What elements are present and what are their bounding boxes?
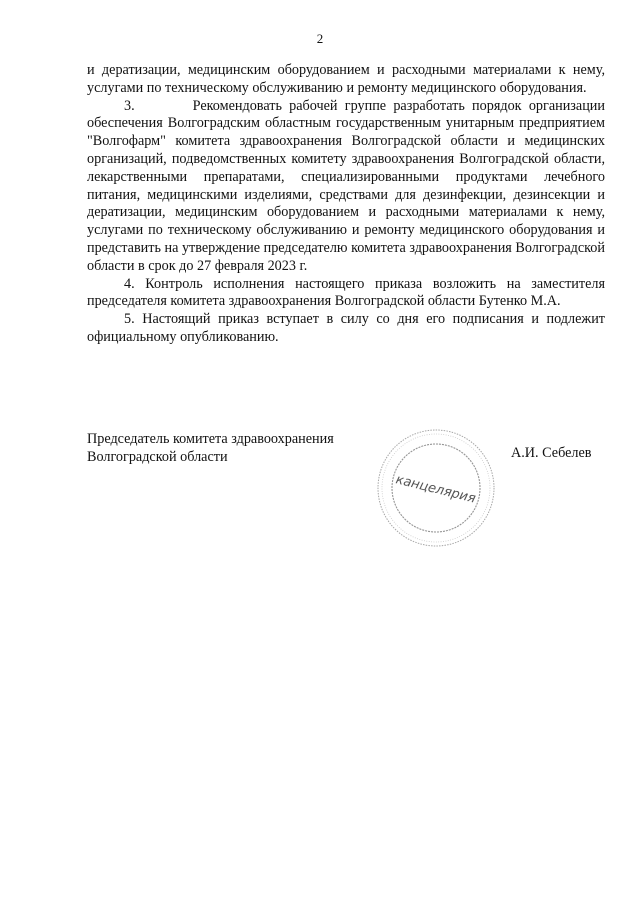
signer-name: А.И. Себелев (511, 445, 592, 461)
stamp-seal-icon (375, 427, 497, 549)
document-body (87, 62, 605, 347)
paragraph-item-5: 5. Настоящий приказ вступает в силу со дня его подписания и подлежит официальному опубликованию. (87, 311, 605, 345)
paragraph-continuation: и дератизации, медицинским оборудованием и расходными материалами к нему, услугами по техническому обслуживанию и ремонту медицинского оборудования. (87, 62, 605, 96)
paragraph-item-4: 4. Контроль исполнения настоящего приказа возложить на заместителя председателя комитета здравоохранения Волгоградской области Бутенко М.А. (87, 275, 605, 310)
signer-title: Председатель комитета здравоохранения Волгоградской области (87, 431, 334, 465)
paragraph-item-3: 3. Рекомендовать рабочей группе разработать порядок организации обеспечения Волгоградским областным государственным унитарным предприятием "Волгофарм" комитета здравоохранения Волгоградской области и медицинских организаций, подведомственных комитету здравоохранения Волгоградской области, лекарственными препаратами, специализированными продуктами лечебного питания, медицинскими изделиями, средствами для дезинфекции, дезинсекции и дератизации, медицинским оборудованием и расходными материалами к нему, услугами по техническому обслуживанию и ремонту медицинского оборудования и представить на утверждение председателю комитета здравоохранения Волгоградской области в срок до 27 февраля 2023 г. (87, 97, 605, 274)
stamp-text: канцелярия (394, 472, 478, 507)
office-stamp (375, 427, 497, 549)
page-number: 2 (316, 31, 324, 46)
